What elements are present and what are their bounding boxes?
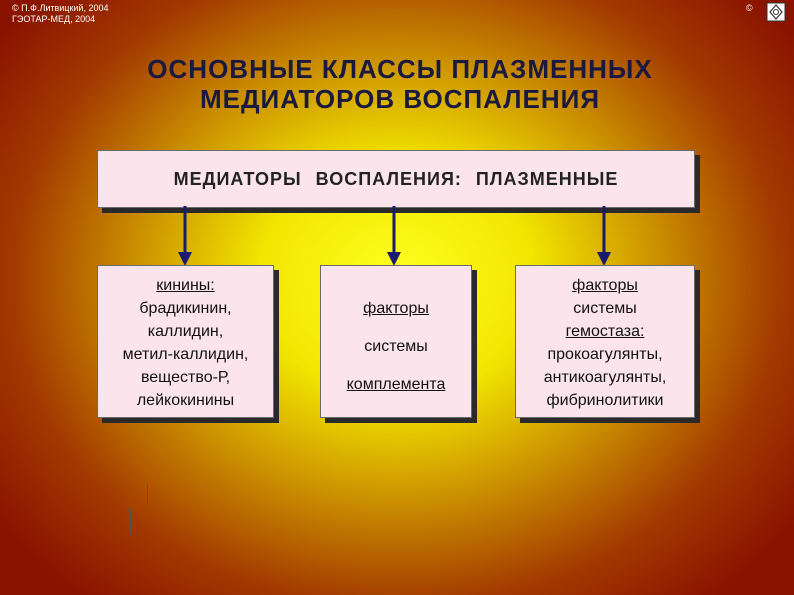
kinin-item: вещество-Р, [140,369,231,386]
kinin-item: каллидин, [147,323,224,340]
kinins-box [97,265,274,418]
complement-line-1: факторы [363,300,429,317]
hemostasis-line-3: гемостаза: [565,323,645,340]
complement-line-3: комплемента [346,376,446,393]
kinins-heading: кинины: [156,277,215,294]
page-title-line-1: ОСНОВНЫЕ КЛАССЫ ПЛАЗМЕННЫХ [147,54,653,84]
arrow-to-complement-icon [387,206,401,268]
decorative-line [130,509,131,534]
hemostasis-box [515,265,695,418]
hemostasis-line-2: системы [573,300,637,317]
hemostasis-item: прокоагулянты, [547,346,663,363]
complement-box [320,265,472,418]
corner-copyright-mark: © [746,3,753,13]
arrow-to-kinins-icon [178,206,192,268]
publisher-logo-icon [766,2,786,22]
root-node-plasma-mediators: МЕДИАТОРЫ ВОСПАЛЕНИЯ: ПЛАЗМЕННЫЕ [97,150,695,208]
arrow-to-hemostasis-icon [597,206,611,268]
kinin-item: лейкокинины [136,392,235,409]
copyright-line-2: ГЭОТАР-МЕД, 2004 [12,14,96,24]
hemostasis-item: фибринолитики [546,392,664,409]
hemostasis-item: антикоагулянты, [543,369,667,386]
hemostasis-line-1: факторы [572,277,638,294]
decorative-line [147,484,148,504]
page-title-line-2: МЕДИАТОРОВ ВОСПАЛЕНИЯ [199,84,601,114]
complement-line-2: системы [364,338,428,355]
page-title [100,54,700,114]
kinin-item: брадикинин, [139,300,232,317]
kinin-item: метил-каллидин, [122,346,249,363]
copyright-line-1: © П.Ф.Литвицкий, 2004 [12,3,109,13]
copyright [12,3,108,25]
